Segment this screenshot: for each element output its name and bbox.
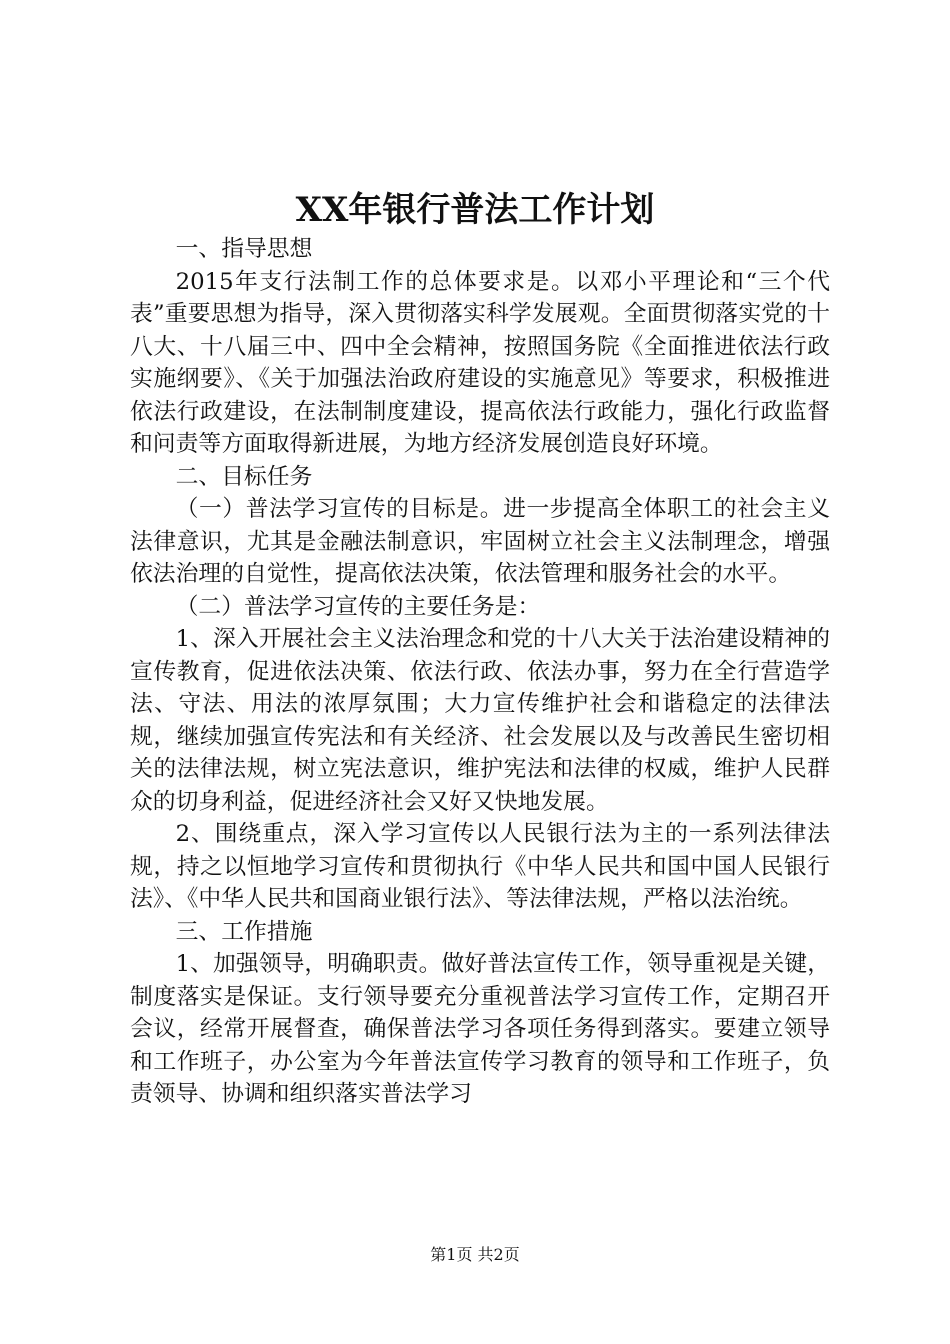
document-body (130, 233, 830, 1111)
section-heading: 二、目标任务 (175, 463, 313, 490)
body-paragraph: 2015年支行法制工作的总体要求是。以邓小平理论和“三个代表”重要思想为指导，深入贯彻落实科学发展观。全面贯彻落实党的十八大、十八届三中、四中全会精神，按照国务院《全面推进依法行政实施纲要》、《关于加强法治政府建设的实施意见》等要求，积极推进依法行政建设，在法制制度建设，提高依法行政能力，强化行政监督和问责等方面取得新进展，为地方经济发展创造良好环境。 (130, 268, 830, 457)
body-paragraph: （二）普法学习宣传的主要任务是： (175, 593, 541, 620)
page-footer: 第1页 共2页 (430, 1245, 520, 1264)
section-heading: 一、指导思想 (175, 236, 313, 262)
body-paragraph: 1、深入开展社会主义法治理念和党的十八大关于法治建设精神的宣传教育，促进依法决策、依法行政、依法办事，努力在全行营造学法、守法、用法的浓厚氛围；大力宣传维护社会和谐稳定的法律法规，继续加强宣传宪法和有关经济、社会发展以及与改善民生密切相关的法律法规，树立宪法意识，维护宪法和法律的权威，维护人民群众的切身利益，促进经济社会又好又快地发展。 (130, 626, 830, 815)
body-paragraph: 2、围绕重点，深入学习宣传以人民银行法为主的一系列法律法规，持之以恒地学习宣传和贯彻执行《中华人民共和国中国人民银行法》、《中华人民共和国商业银行法》、等法律法规，严格以法治统。 (130, 821, 830, 912)
section-heading: 三、工作措施 (175, 918, 313, 945)
body-paragraph: 1、加强领导，明确职责。做好普法宣传工作，领导重视是关键，制度落实是保证。支行领导要充分重视普法学习宣传工作，定期召开会议，经常开展督查，确保普法学习各项任务得到落实。要建立领导和工作班子，办公室为今年普法宣传学习教育的领导和工作班子，负责领导、协调和组织落实普法学习 (130, 951, 830, 1107)
body-paragraph: （一）普法学习宣传的目标是。进一步提高全体职工的社会主义法律意识，尤其是金融法制意识，牢固树立社会主义法制理念，增强依法治理的自觉性，提高依法决策，依法管理和服务社会的水平。 (130, 496, 830, 587)
document-title: XX年银行普法工作计划 (295, 190, 655, 230)
